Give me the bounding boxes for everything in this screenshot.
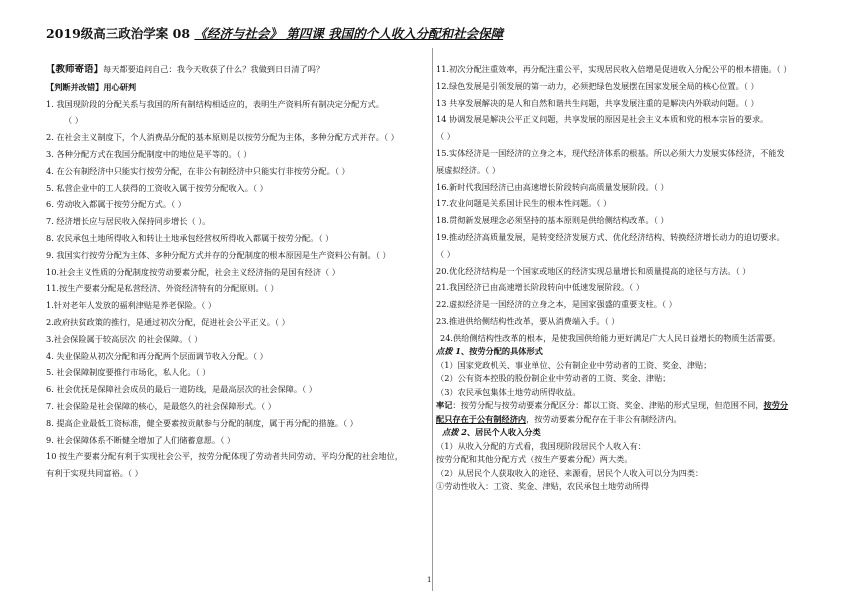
question-line: 18.贯彻新发展理念必须坚持的基本原则是供给侧结构改革。（ ） [436, 215, 669, 226]
teacher-heading: 【教师寄语】 [46, 64, 104, 75]
teacher-message [46, 64, 429, 76]
question-line: 21.我国经济已由高速增长阶段转向中低速发展阶段。（ ） [436, 282, 645, 293]
note-underline: 按劳分 [763, 400, 789, 411]
question-line: 1. 我国现阶段的分配关系与我国的所有制结构相适应的，表明生产资料所有制决定分配方式。 [46, 98, 384, 109]
question-line: 3. 各种分配方式在我国分配制度中的地位是平等的。（ ） [46, 148, 252, 159]
point1-heading [436, 346, 826, 357]
question-line: 14 协调发展是解决公平正义问题，共享发展的原因是社会主义本质和党的根本宗旨的要求。 [436, 114, 769, 125]
point2-item: （1）从收入分配的方式看，我国现阶段居民个人收入有： [436, 440, 646, 451]
point1-item: （2）公有资本控股的股份制企业中劳动者的工资、奖金、津贴； [436, 373, 671, 384]
question-line: 有利于实现共同富裕。（ ） [46, 468, 143, 479]
right-column [436, 48, 826, 593]
question-line: 8. 提高企业最低工资标准，健全要素按贡献参与分配的制度，属于再分配的措施。（ ） [46, 417, 358, 428]
question-line: （ ） [436, 131, 455, 142]
judge-heading: 【判断并改错】用心研判 [46, 81, 137, 92]
question-line: 23.推进供给侧结构性改革，要从消费端入手。（ ） [436, 315, 620, 326]
question-line: 12.绿色发展是引领发展的第一动力，必须把绿色发展摆在国家发展全局的核心位置。（ ） [436, 80, 759, 91]
question-line: 3.社会保险属于较高层次 的社会保障。（ ） [46, 333, 203, 344]
question-line: 10.社会主义性质的分配制度按劳动要素分配，社会主义经济指的是国有经济（ ） [46, 266, 340, 277]
question-line: 4. 失业保险从初次分配和再分配两个层面调节收入分配。（ ） [46, 350, 268, 361]
question-line: 24.供给侧结构性改革的根本，是使我国供给能力更好满足广大人民日益增长的物质生活需要。 [440, 332, 781, 343]
note-label: 率记 [436, 400, 453, 411]
question-line: 19.推动经济高质量发展，是转变经济发展方式、优化经济结构、转换经济增长动力的迫切要求。 [436, 231, 785, 242]
question-line: 9. 我国实行按劳分配为主体、多种分配方式并存的分配制度的根本原因是生产资料公有制。（ ） [46, 249, 391, 260]
question-line: （ ） [64, 115, 83, 126]
question-line: 11.初次分配注重效率，再分配注重公平，实现居民收入倍增是促进收入分配公平的根本措施。（ ） [436, 64, 792, 74]
question-line: 22.虚拟经济是一国经济的立身之本，是国家强盛的重要支柱。（ ） [436, 299, 677, 310]
question-line: 展虚拟经济。（ ） [436, 164, 501, 175]
point2-label: 点拨 2 [442, 427, 467, 438]
column-divider [432, 48, 433, 591]
question-line: 2. 在社会主义制度下，个人消费品分配的基本原则是以按劳分配为主体，多种分配方式并存。（ ） [46, 132, 399, 143]
point1-item: （3）农民承包集体土地劳动所得收益。 [436, 386, 581, 397]
question-line: 7. 经济增长应与居民收入保持同步增长（ ）。 [46, 216, 211, 227]
note-line-2 [436, 414, 826, 425]
page-title [46, 24, 826, 42]
question-line: 7. 社会保险是社会保障的核心，是最悠久的社会保障形式。（ ） [46, 400, 276, 411]
question-line: 10 按生产要素分配有利于实现社会公平，按劳分配体现了劳动者共同劳动、平均分配的社会地位， [46, 451, 403, 462]
point2-item: 按劳分配和其他分配方式（按生产要素分配）两大类。 [436, 454, 633, 465]
title-book: 《经济与社会》 第四课 我国的个人收入分配和社会保障 [194, 26, 504, 41]
title-prefix: 2019级高三政治学案 08 [46, 26, 191, 41]
teacher-text: 每天都要追问自己：我今天收获了什么？我做到日日清了吗？ [103, 64, 325, 74]
question-line: 6. 社会优抚是保障社会成员的最后一道防线，是最高层次的社会保障。（ ） [46, 384, 317, 395]
question-line: 15.实体经济是一国经济的立身之本，现代经济体系的根基。所以必须大力发展实体经济，不能发 [436, 147, 785, 158]
question-line: 9. 社会保障体系不断健全增加了人们储蓄意愿。（ ） [46, 434, 236, 445]
point2-item: ①劳动性收入：工资、奖金、津贴，农民承包土地劳动所得 [436, 481, 649, 492]
question-line: 2.政府扶贫政策的推行，是通过初次分配，促进社会公平正义。（ ） [46, 316, 290, 327]
question-line: 16.新时代我国经济已由高速增长阶段转向高质量发展阶段。（ ） [436, 181, 669, 192]
note-underline-2: 配只存在于公有制经济内 [436, 413, 527, 424]
point1-title: 、按劳分配的具体形式 [460, 346, 543, 357]
point1-label: 点拨 1 [436, 346, 461, 357]
left-column [46, 48, 432, 593]
question-line: 4. 在公有制经济中只能实行按劳分配，在非公有制经济中只能实行非按劳分配。（ ） [46, 165, 350, 176]
point1-item: （1）国家党政机关、事业单位、公有制企业中劳动者的工资、奖金、津贴； [436, 359, 712, 370]
question-line: （ ） [436, 248, 455, 259]
question-line: 1.针对老年人发放的福利津贴是养老保险。（ ） [46, 300, 217, 311]
question-line: 20.优化经济结构是一个国家或地区的经济实现总量增长和质量提高的途径与方法。（ ） [436, 265, 751, 276]
question-line: 17.农业问题是关系国计民生的根本性问题。（ ） [436, 198, 612, 209]
note-line [436, 400, 826, 411]
point2-heading [436, 427, 826, 438]
page-number: 1 [427, 576, 432, 584]
point2-title: 、居民个人收入分类 [466, 427, 541, 438]
note-text-2: ，按劳动要素分配存在于非公有制经济内。 [526, 413, 682, 424]
note-text: ：按劳分配与按劳动要素分配区分：都以工资、奖金、津贴的形式呈现，但范围不同， [452, 400, 764, 411]
question-line: 5. 社会保障制度要推行市场化，私人化。（ ） [46, 367, 211, 378]
question-line: 13 共享发展解决的是人和自然和谐共生问题，共享发展注重的是解决内外联动问题。（ ） [436, 97, 759, 108]
question-line: 11.按生产要素分配是私营经济、外资经济特有的分配原则。（ ） [46, 283, 279, 294]
question-line: 5. 私营企业中的工人获得的工资收入属于按劳分配收入。（ ） [46, 182, 268, 193]
question-line: 6. 劳动收入都属于按劳分配方式。（ ） [46, 199, 186, 210]
point2-item: （2）从居民个人获取收入的途径、来源看，居民个人收入可以分为四类： [436, 467, 704, 478]
question-line: 8. 农民承包土地所得收入和转让土地承包经营权所得收入都属于按劳分配。（ ） [46, 232, 334, 243]
